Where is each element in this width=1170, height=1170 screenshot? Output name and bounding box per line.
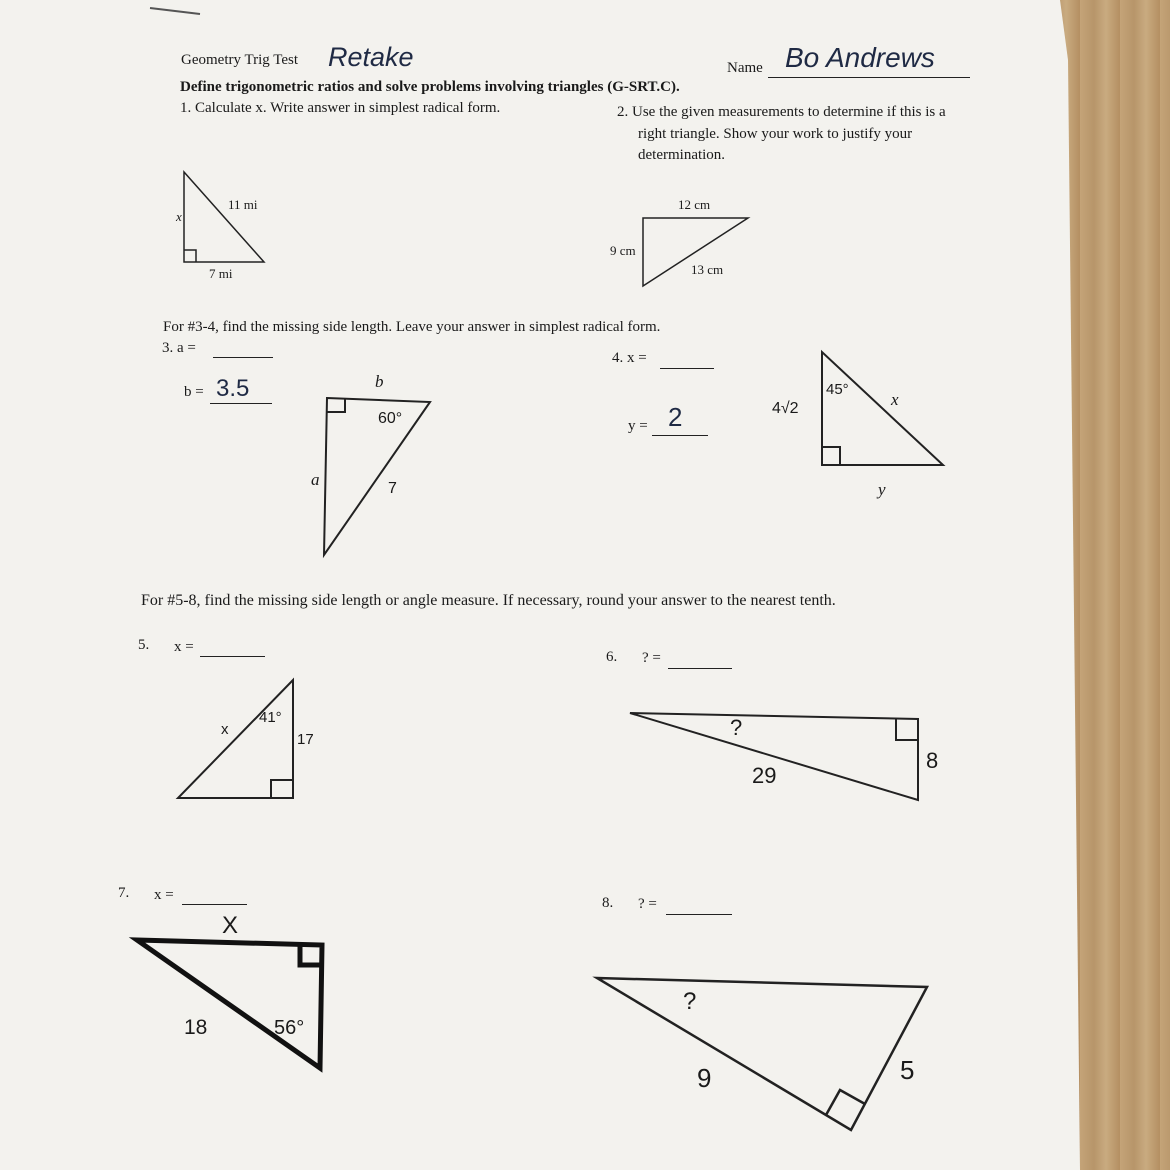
q3-b-answer: 3.5 [216, 375, 250, 402]
q6-hyp: 29 [752, 763, 777, 788]
q3-b-label: b = [184, 384, 204, 400]
q2-top-label: 12 cm [678, 197, 711, 212]
q4-triangle [822, 352, 943, 465]
q6-number: 6. [606, 649, 618, 665]
q1-prompt: 1. Calculate x. Write answer in simplest radical form. [180, 100, 501, 116]
q5-side: 17 [297, 731, 314, 748]
q8-hyp: 9 [697, 1063, 712, 1093]
q4-x-side: x [891, 390, 899, 409]
retake-handwriting: Retake [328, 42, 414, 72]
student-name: Bo Andrews [785, 42, 935, 73]
q4-leg: 4√2 [772, 400, 799, 417]
q4-y-side: y [878, 480, 886, 499]
q2-prompt-line2: right triangle. Show your work to justify your [638, 126, 913, 142]
q6-side: 8 [926, 748, 939, 773]
q5-angle: 41° [259, 709, 282, 726]
q8-number: 8. [602, 895, 614, 911]
q8-angle-mark: ? [683, 988, 697, 1015]
q2-hyp-label: 13 cm [691, 262, 724, 277]
q7-blank [182, 904, 247, 905]
section-5-8-instructions: For #5-8, find the missing side length or angle measure. If necessary, round your answer to the nearest tenth. [141, 592, 836, 609]
q7-angle: 56° [274, 1017, 305, 1039]
q3-triangle [324, 398, 430, 555]
q7-x: X [222, 912, 239, 939]
q4-x-blank [660, 368, 714, 369]
q7-number: 7. [118, 885, 130, 901]
q8-side: 5 [900, 1055, 915, 1085]
q8-label: ? = [638, 896, 657, 912]
q8-blank [666, 914, 732, 915]
q6-label: ? = [642, 650, 661, 666]
q1-x-label: x [176, 209, 182, 224]
q3-hyp: 7 [388, 480, 397, 497]
q2-prompt-line3: determination. [638, 147, 726, 163]
name-label: Name [727, 60, 763, 76]
q4-y-blank [652, 435, 708, 436]
q1-leg-label: 7 mi [209, 266, 233, 281]
q7-side: 18 [184, 1016, 208, 1039]
q3-b-blank [210, 403, 272, 404]
q4-angle: 45° [826, 381, 849, 398]
q3-angle: 60° [378, 410, 403, 427]
q4-y-label: y = [628, 418, 648, 434]
q5-triangle [178, 680, 293, 798]
q7-label: x = [154, 887, 174, 903]
q4-y-answer: 2 [668, 402, 683, 432]
q3-a-blank [213, 357, 273, 358]
q5-label: x = [174, 639, 194, 655]
q1-triangle [184, 172, 264, 262]
q2-prompt-line1: 2. Use the given measurements to determine if this is a [617, 104, 946, 120]
q5-blank [200, 656, 265, 657]
q3-a-label: 3. a = [162, 340, 196, 356]
q5-x: x [221, 721, 229, 738]
q8-triangle [597, 978, 927, 1130]
section-3-4-instructions: For #3-4, find the missing side length. Leave your answer in simplest radical form. [163, 319, 661, 335]
standard-heading: Define trigonometric ratios and solve problems involving triangles (G-SRT.C). [180, 79, 680, 95]
q6-blank [668, 668, 732, 669]
q6-angle-mark: ? [730, 715, 743, 740]
q7-triangle [137, 940, 322, 1068]
q3-b-side: b [375, 372, 384, 391]
q1-hyp-label: 11 mi [228, 197, 258, 212]
test-title: Geometry Trig Test [181, 52, 299, 68]
q2-left-label: 9 cm [610, 243, 636, 258]
q4-x-label: 4. x = [612, 350, 647, 366]
q3-a-side: a [311, 470, 320, 489]
q5-number: 5. [138, 637, 150, 653]
